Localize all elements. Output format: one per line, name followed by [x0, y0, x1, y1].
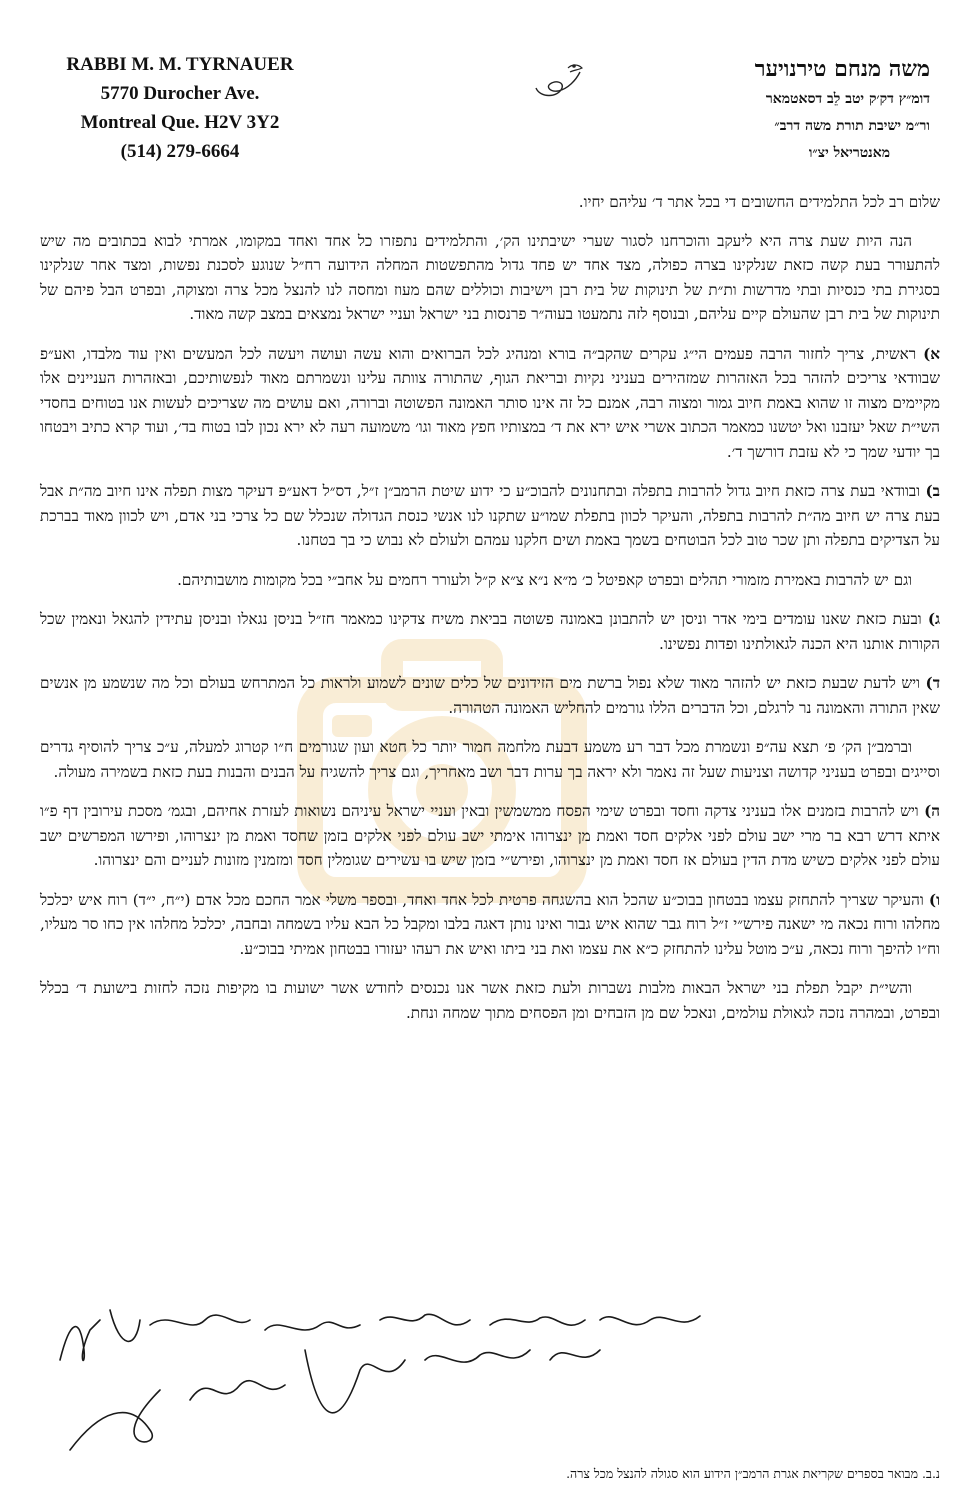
title-line-1: דומ״ץ דק׳ק יטב לֵב דסאטמאר [765, 91, 930, 107]
section-gimel [40, 607, 940, 656]
letterhead-emblem-icon [528, 58, 594, 102]
city-address: Montreal Que. H2V 3Y2 [80, 112, 280, 133]
section-text: וגם יש להרבות באמירת מזמורי תהלים ובפרט קאפיטל כ׳ מ״א נ״א צ״א ק״ל ולעורר רחמים על אחב״י בכל מקומות מושבותיהם. [177, 570, 912, 589]
rabbi-name-hebrew: משה מנחם טירנויער [754, 56, 930, 82]
title-line-2: ור״מ ישיבת תורת משה דרב״ [774, 118, 930, 134]
letterhead-hebrew [600, 52, 930, 167]
section-bet [40, 479, 940, 553]
section-vav [40, 888, 940, 962]
phone-number: (514) 279-6664 [120, 141, 240, 162]
section-text: ובוודאי בעת צרה כזאת חיוב גדול להרבות בתפלה ובתחנונים להבוכ״ע כי ידוע שיטת הרמב״ן ז״ל, דס״ל דאע״פ דעיקר מצות תפלה אינו חיוב מה״ת אבל בעת צרה יש חיוב מה״ת להרבות בתפלה, והעיקר לכוון בתפלת שמו״ע שתקנו לנו אנשי כנסת הגדולה שנכלל שם כל צרכי בני אדם, ויש לכוון מאוד בברכת על הצדיקים בתפלה ותן שכר טוב לכל הבוטחים בשמך באמת ושים חלקנו עמהם ולעולם לא נבוש כי בך בטחנו. [40, 482, 940, 549]
section-text: ראשית, צריך לחזור הרבה פעמים הי״ג עקרים שהקב״ה בורא ומנהיג לכל הברואים והוא עשה ועושה ויעשה לכל המעשים ואין עוד מלבדו, ואע״פ שבוודאי צריכים להזהר בכל האזהרות שמזהירים בעניני נקיות ובריאת הגוף, שהתורה צוותה עלינו ונשמרתם מאוד לנפשותיכם, ובאזהרות העניינים אלו מקיימים מצוה זו שהוא באמת חיוב גמור ומצוה רבה, אמנם כל זה אינו סותר האמונה הפשוטה וברורה, ואם עושים מה שצריכים לעשות אנו בטוחים בחסדי השי״ת שאל יעזבנו ואל יטשנו כמאמר הכתוב אשרי איש ירא את ד׳ במצותיו חפץ מאוד וגו׳ משמועה רעה לא ירא נכון לבו בטוח בד׳, ועוד קרא כתיב ויבטחו בך יודעי שמך כי לא עזבת דורשך ד׳. [40, 344, 940, 461]
signature-line-1: וע״ז באתי על החתום ד׳ ניסן ת״ש [720, 1320, 733, 1321]
greeting: שלום רב לכל התלמידים החשובים די בכל אתר ד׳ עליהם יחיו. [578, 193, 940, 211]
section-text: והעיקר שצריך להתחזק עצמו בבטחון בבוכ״ע שהכל הוא בהשגחה פרטית לכל אחד ואחד, ובספר משלי אמר החכם מכל אדם (י״ח, י״ד) רוח איש יכלכל מחלהו ורוח נכאה מי ישאנה פירש״י ז״ל רוח גבר שהוא איש גבור ואינו נותן דאגה בלבו ומקבל כל הבא עליו בשמחה ובחבה, יכלכל מחלהו אין כחו סר מעליו, וח״ו להיפך ורוח נכאה, ע״כ מוטל עלינו להתחזק כ״א את עצמו ואת בני ביתו ואיש את רעהו יעזורו בבטחון אמיתי בבוכ״ע. [40, 890, 940, 958]
intro-paragraph: הנה היות שעת צרה היא ליעקב והוכרחנו לסגור שערי ישיבתינו הק׳, והתלמידים נתפזרו כל אחד ואחד במקומו, אמרתי לבוא בכתובים מה שיש להתעורר בעת קשה כזאת שנלקינו בצרה כפולה, מצד אחד יש פחד גדול מהתפשטות המחלה הידועה רח״ל שנוגע לסכנת נפשות, ומצד אחר שנלקינו בסגירת בתי כנסיות ובתי מדרשות ות״ת של תינוקות של בית רבן וישיבות וכוללים שהם מעוז ומחסה לנו להנצל מכל צרה ומצוקה, ובפרט הבל פיהם של תינוקות של בית רבן שהעולם קיים עליהם, ובנוסף לזה נתמעטו בעוה״ר פרנסות בני ישראל ועניי ישראל נמצאים במצב קשה מאוד. [40, 231, 940, 323]
section-label: ה) [924, 802, 940, 820]
closing-paragraph: והשי״ת יקבל תפלת בני ישראל הבאות מלבות נשברות ולעת כזאת אשר אנו נכנסים לחודש אשר ישועות בו מקיפות נזכה לחזות בישועת ד׳ בכלל ובפרט, ובמהרה נזכה לגאולת עולמים, ונאכל שם מן הזבחים ומן הפסחים מתוך שמחה ונחת. [40, 979, 940, 1022]
letterhead-english [45, 50, 315, 166]
handwritten-signature [40, 1290, 800, 1465]
section-label: ד) [925, 674, 941, 692]
rabbi-name-english: RABBI M. M. TYRNAUER [66, 54, 294, 75]
section-text: וברמב״ן הק׳ פ׳ תצא עה״פ ונשמרת מכל דבר רע משמע דבעת מלחמה חמור יותר כל חטא ועון שגורמים ח״ו קטרוג למעלה, ע״כ צריך להוסיף גדרים וסייגים ובפרט בעניני קדושה וצניעות שעל זה נאמר ולא יראה בך ערות דבר ושב מאחריך, וגם צריך להשגיח על הבנים והבנות בעת כזאת בשמירה מעולה. [40, 738, 940, 781]
title-line-3: מאנטריאל יצ״ו [808, 145, 890, 161]
ramban-paragraph [40, 735, 940, 784]
signature-line-2: משה מנחם טירנויער [640, 1400, 648, 1401]
section-heh [40, 799, 940, 873]
section-text: ויש להרבות בזמנים אלו בעניני צדקה וחסד ובפרט שימי הפסח ממשמשין ובאין ועניי ישראל עיניהם נשואות לעזרת אחיהם, ובגמ׳ מסכת עירובין דף פ״ו איתא דרש רבא בר מרי ישב עולם לפני אלקים חסד ואמת מן ינצרוהו אימתי ישב עולם לפני אלקים בזמן שחסד ואמת מן ינצרוהו, ופירשו המפרשים ישב עולם לפני אלקים כשיש מדת הדין בעולם אז חסד ואמת מן ינצרוהו, ופירש״י בזמן שיש בו עשירים שגומלין חסד ומזמנין מזונות לעניים והם ינצרוהו. [40, 802, 940, 869]
section-label: ב) [925, 482, 940, 500]
section-label: ו) [928, 890, 940, 909]
section-text: ויש לדעת שבעת כזאת יש להזהר מאוד שלא נפול ברשת מים הזידונים של כלים שונים לשמוע ולראות כל המתרחש בעולם וכל מה שנשמע מן אנשים שאין התורה והאמונה נר לרגלם, וכל הדברים הללו גורמים להחליש האמונה הטהורה. [40, 674, 940, 717]
section-alef [40, 342, 940, 465]
section-label: ג) [927, 610, 941, 628]
tehillim-paragraph [40, 568, 940, 593]
letter-body [40, 190, 940, 1040]
section-text: ובעת כזאת שאנו עומדים בימי אדר וניסן יש להתבונן באמונה פשוטה בביאת משיח צדקינו כמאמר חז״ל בניסן נגאלו ובניסן עתידין להגאל ונאמין שכל הקורות אותנו היא הכנה לגאולתינו ופדות נפשינו. [40, 610, 940, 653]
street-address: 5770 Durocher Ave. [100, 83, 260, 104]
footnote: נ.ב. מבואר בספרים שקריאת אגרת הרמב״ן הידוע הוא סגולה להנצל מכל צרה. [566, 1466, 940, 1481]
section-label: א) [923, 344, 941, 363]
section-dalet [40, 671, 940, 720]
